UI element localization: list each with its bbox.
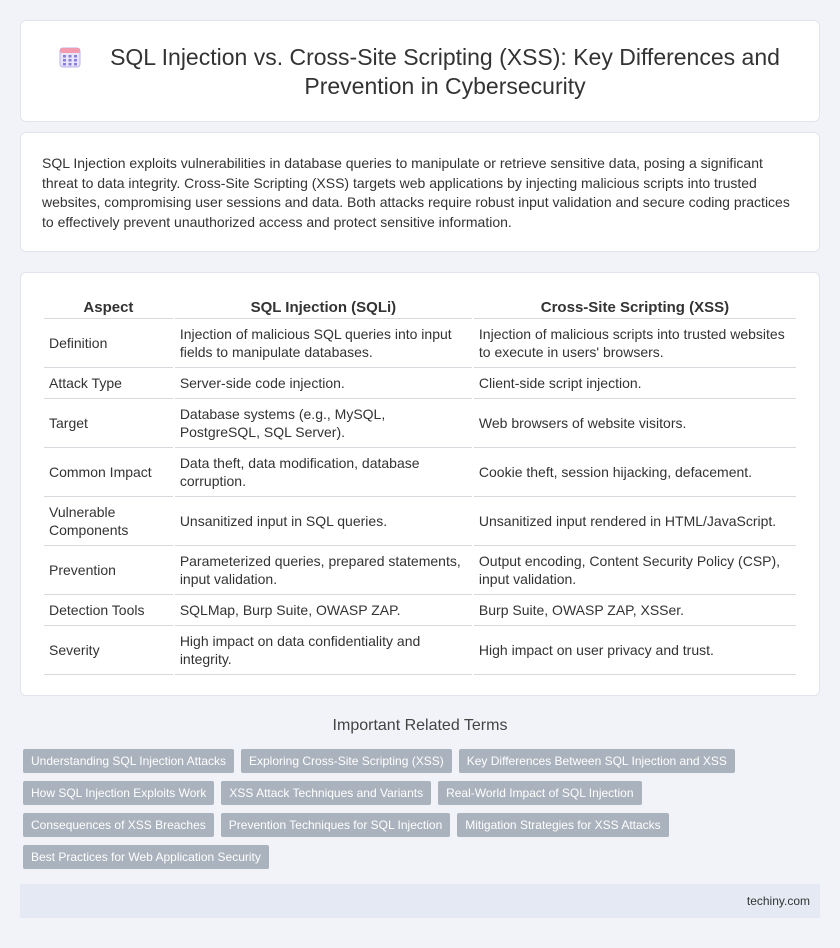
- footer: [20, 884, 820, 918]
- intro-paragraph: SQL Injection exploits vulnerabilities in database queries to manipulate or retrieve sensitive data, posing a significant threat to data integrity. Cross-Site Scripting (XSS) targets web applications by injecting malicious scripts into trusted websites, compromising user sessions and data. Both attacks require robust input validation and secure coding practices to effectively prevent unauthorized access and protect sensitive information.: [42, 155, 790, 230]
- table-cell-aspect: Target: [44, 399, 173, 448]
- table-row: [44, 595, 796, 626]
- column-header-xss: Cross-Site Scripting (XSS): [474, 295, 796, 319]
- related-term-tag[interactable]: Mitigation Strategies for XSS Attacks: [457, 813, 668, 837]
- related-terms-list: [23, 749, 743, 877]
- table-cell-sqli: Data theft, data modification, database corruption.: [175, 448, 472, 497]
- table-cell-sqli: Server-side code injection.: [175, 368, 472, 399]
- related-term-tag[interactable]: Real-World Impact of SQL Injection: [438, 781, 641, 805]
- table-cell-aspect: Vulnerable Components: [44, 497, 173, 546]
- tag-row: [23, 845, 743, 877]
- table-cell-xss: Burp Suite, OWASP ZAP, XSSer.: [474, 595, 796, 626]
- table-row: [44, 497, 796, 546]
- table-cell-sqli: SQLMap, Burp Suite, OWASP ZAP.: [175, 595, 472, 626]
- related-term-tag[interactable]: How SQL Injection Exploits Work: [23, 781, 214, 805]
- related-term-tag[interactable]: Understanding SQL Injection Attacks: [23, 749, 234, 773]
- table-cell-aspect: Common Impact: [44, 448, 173, 497]
- table-cell-aspect: Prevention: [44, 546, 173, 595]
- site-name[interactable]: techiny.com: [746, 894, 810, 908]
- table-header-row: [44, 295, 796, 319]
- related-term-tag[interactable]: Consequences of XSS Breaches: [23, 813, 214, 837]
- table-row: [44, 368, 796, 399]
- table-cell-xss: Output encoding, Content Security Policy (CSP), input validation.: [474, 546, 796, 595]
- table-row: [44, 546, 796, 595]
- related-terms-heading: Important Related Terms: [332, 717, 508, 734]
- related-term-tag[interactable]: Prevention Techniques for SQL Injection: [221, 813, 450, 837]
- table-cell-xss: Client-side script injection.: [474, 368, 796, 399]
- table-cell-sqli: High impact on data confidentiality and integrity.: [175, 626, 472, 675]
- table-row: [44, 319, 796, 368]
- tag-row: [23, 781, 743, 813]
- table-cell-aspect: Definition: [44, 319, 173, 368]
- tag-row: [23, 749, 743, 781]
- table-cell-sqli: Injection of malicious SQL queries into input fields to manipulate databases.: [175, 319, 472, 368]
- table-row: [44, 626, 796, 675]
- table-cell-aspect: Severity: [44, 626, 173, 675]
- comparison-card: [20, 272, 820, 696]
- comparison-table: [42, 295, 798, 675]
- intro-card: [20, 132, 820, 252]
- table-cell-xss: Web browsers of website visitors.: [474, 399, 796, 448]
- table-cell-xss: Cookie theft, session hijacking, defacement.: [474, 448, 796, 497]
- column-header-aspect: Aspect: [44, 295, 173, 319]
- table-cell-sqli: Database systems (e.g., MySQL, PostgreSQL, SQL Server).: [175, 399, 472, 448]
- table-cell-sqli: Unsanitized input in SQL queries.: [175, 497, 472, 546]
- column-header-sqli: SQL Injection (SQLi): [175, 295, 472, 319]
- title-card: [20, 20, 820, 122]
- page-title: SQL Injection vs. Cross-Site Scripting (XSS): Key Differences and Prevention in Cybersecurity: [110, 44, 780, 99]
- tag-row: [23, 813, 743, 845]
- table-cell-xss: High impact on user privacy and trust.: [474, 626, 796, 675]
- table-row: [44, 399, 796, 448]
- table-cell-aspect: Attack Type: [44, 368, 173, 399]
- related-term-tag[interactable]: XSS Attack Techniques and Variants: [221, 781, 431, 805]
- related-term-tag[interactable]: Key Differences Between SQL Injection and XSS: [459, 749, 735, 773]
- table-cell-aspect: Detection Tools: [44, 595, 173, 626]
- table-cell-xss: Unsanitized input rendered in HTML/JavaScript.: [474, 497, 796, 546]
- related-term-tag[interactable]: Best Practices for Web Application Security: [23, 845, 269, 869]
- related-term-tag[interactable]: Exploring Cross-Site Scripting (XSS): [241, 749, 452, 773]
- table-cell-xss: Injection of malicious scripts into trusted websites to execute in users' browsers.: [474, 319, 796, 368]
- table-row: [44, 448, 796, 497]
- table-cell-sqli: Parameterized queries, prepared statements, input validation.: [175, 546, 472, 595]
